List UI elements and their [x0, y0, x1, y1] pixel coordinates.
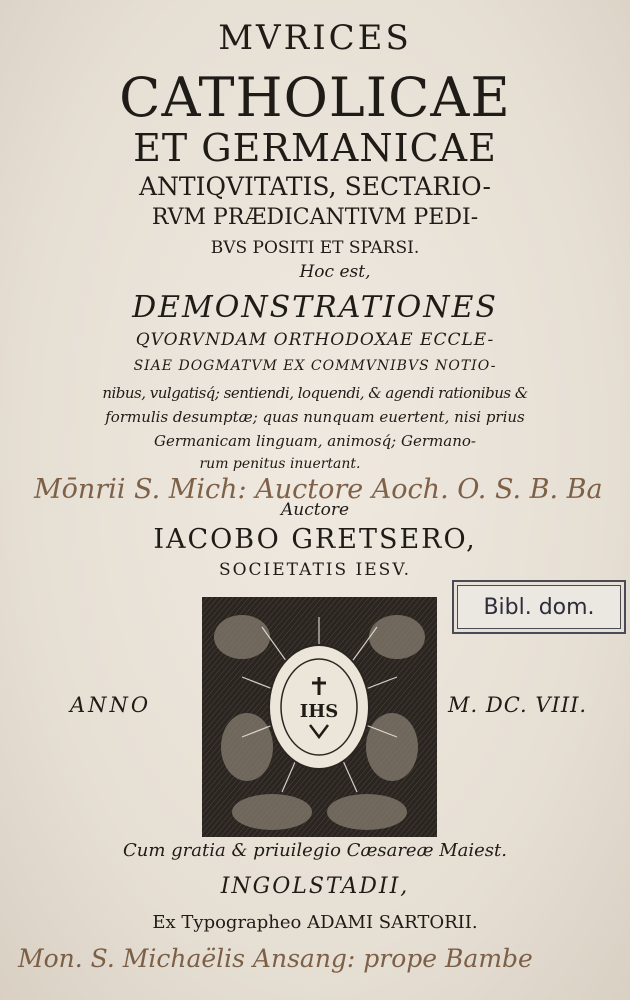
- author-name: IACOBO GRETSERO,: [153, 524, 477, 555]
- year-roman: M. DC. VIII.: [448, 693, 588, 717]
- title-line-2: CATHOLICAE: [119, 66, 511, 129]
- imprint-city: INGOLSTADII,: [220, 874, 410, 899]
- subtitle-line-5: Germanicam linguam, animosq́; Germano-: [154, 432, 476, 450]
- ihs-monogram: IHS: [299, 701, 339, 722]
- title-line-4: ANTIQVITATIS, SECTARIO-: [138, 172, 491, 201]
- subtitle-line-1: QVORVNDAM ORTHODOXAE ECCLE-: [135, 330, 495, 350]
- subtitle-line-6: rum penitus inuertant.: [199, 456, 361, 472]
- subtitle-line-2: SIAE DOGMATVM EX COMMVNIBVS NOTIO-: [133, 358, 497, 374]
- library-stamp: [452, 580, 626, 634]
- demonstrationes-heading: DEMONSTRATIONES: [132, 290, 498, 325]
- auctore-label: Auctore: [281, 500, 349, 520]
- ihs-woodcut-emblem: [202, 597, 437, 837]
- title-line-6: BVS POSITI ET SPARSI.: [210, 238, 420, 258]
- handwritten-note-upper: Mōnrii S. Mich: Auctore Aoch. O. S. B. Ba: [34, 474, 603, 505]
- hoc-est: Hoc est,: [299, 262, 371, 282]
- woodcut-illustration: [202, 597, 437, 837]
- title-line-5: RVM PRÆDICANTIVM PEDI-: [151, 205, 479, 230]
- subtitle-line-4: formulis desumptæ; quas nunquam euertent, nisi prius: [105, 408, 525, 426]
- subtitle-line-3: nibus, vulgatisq́; sentiendi, loquendi, & agendi rationibus &: [102, 384, 528, 402]
- privilege-line: Cum gratia & priuilegio Cæsareæ Maiest.: [122, 840, 507, 861]
- title-line-1: MVRICES: [218, 18, 412, 58]
- anno-label: ANNO: [70, 693, 152, 717]
- author-society: SOCIETATIS IESV.: [218, 560, 412, 580]
- title-line-3: ET GERMANICAE: [133, 126, 497, 170]
- library-stamp-text: Bibl. dom.: [483, 594, 595, 620]
- handwritten-note-lower: Mon. S. Michaëlis Ansang: prope Bambe: [18, 944, 533, 973]
- printer-line: Ex Typographeo ADAMI SARTORII.: [152, 912, 478, 933]
